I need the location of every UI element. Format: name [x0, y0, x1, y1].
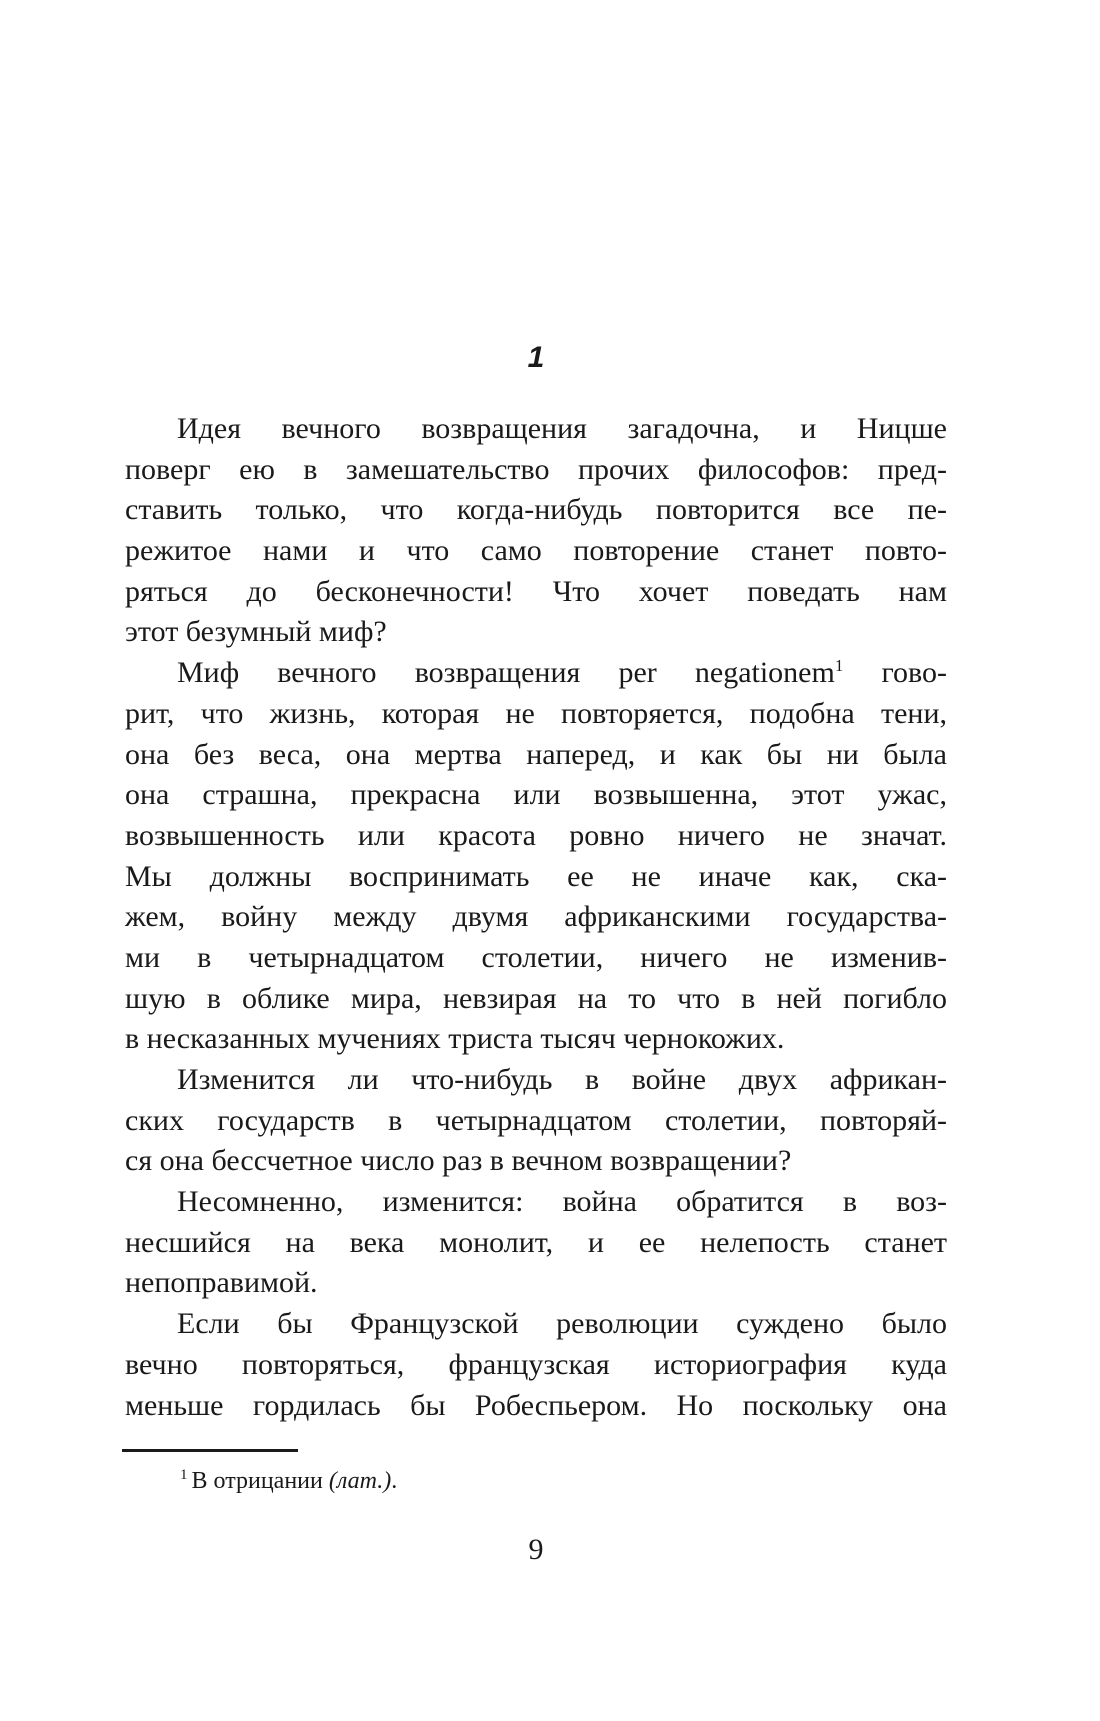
text-line: возвышенность или красота ровно ничего не значат. [125, 818, 947, 852]
text-line: вечно повторяться, французская историография куда [125, 1347, 947, 1381]
text-line-part: Миф вечного возвращения per negationem [177, 656, 835, 690]
text-line: Несомненно, изменится: война обратится в воз- [177, 1185, 947, 1219]
text-line: в несказанных мучениях триста тысяч чернокожих. [125, 1022, 785, 1056]
footnote-reference[interactable]: 1 [834, 656, 844, 676]
text-line: она страшна, прекрасна или возвышенна, этот ужас, [125, 778, 947, 812]
text-line: этот безумный миф? [125, 615, 387, 649]
text-line: ми в четырнадцатом столетии, ничего не изменив- [125, 940, 947, 974]
footnote-text: В отрицании [191, 1468, 329, 1494]
text-line [125, 653, 947, 694]
footnote-italic: (лат.) [328, 1468, 392, 1494]
text-line: меньше гордилась бы Робеспьером. Но поскольку она [125, 1388, 947, 1422]
text-line: непоправимой. [125, 1266, 318, 1300]
text-line: жем, войну между двумя африканскими государства- [125, 900, 947, 934]
text-line: ся она бессчетное число раз в вечном возвращении? [125, 1144, 792, 1178]
text-line: рит, что жизнь, которая не повторяется, подобна тени, [125, 696, 947, 730]
text-line: Идея вечного возвращения загадочна, и Ницше [177, 412, 947, 445]
chapter-number-text: 1 [527, 341, 545, 374]
text-line: поверг ею в замешательство прочих философов: пред- [125, 452, 947, 486]
text-line: шую в облике мира, невзирая на то что в ней погибло [125, 981, 947, 1015]
text-line: ряться до бесконечности! Что хочет поведать нам [125, 574, 947, 608]
footnote-divider [122, 1449, 298, 1452]
text-line: ских государств в четырнадцатом столетии, повторяй- [125, 1103, 947, 1137]
footnote [180, 1466, 397, 1496]
text-line: несшийся на века монолит, и ее нелепость станет [125, 1225, 947, 1259]
chapter-number [0, 338, 1100, 378]
text-line: Если бы Французской революции суждено было [177, 1307, 947, 1341]
text-line: ставить только, что когда-нибудь повторится все пе- [125, 493, 947, 527]
text-line-part: гово- [843, 656, 947, 690]
text-line: Изменится ли что-нибудь в войне двух африкан- [177, 1063, 947, 1096]
footnote-marker: 1 [180, 1467, 188, 1483]
page-number-text: 9 [528, 1533, 544, 1566]
body-text [125, 409, 947, 1426]
text-line: она без веса, она мертва наперед, и как бы ни была [125, 737, 947, 771]
footnote-end: . [391, 1468, 398, 1494]
page-number [0, 1532, 1100, 1568]
text-line: Мы должны воспринимать ее не иначе как, ска- [125, 859, 947, 893]
text-line: режитое нами и что само повторение станет повто- [125, 534, 947, 568]
